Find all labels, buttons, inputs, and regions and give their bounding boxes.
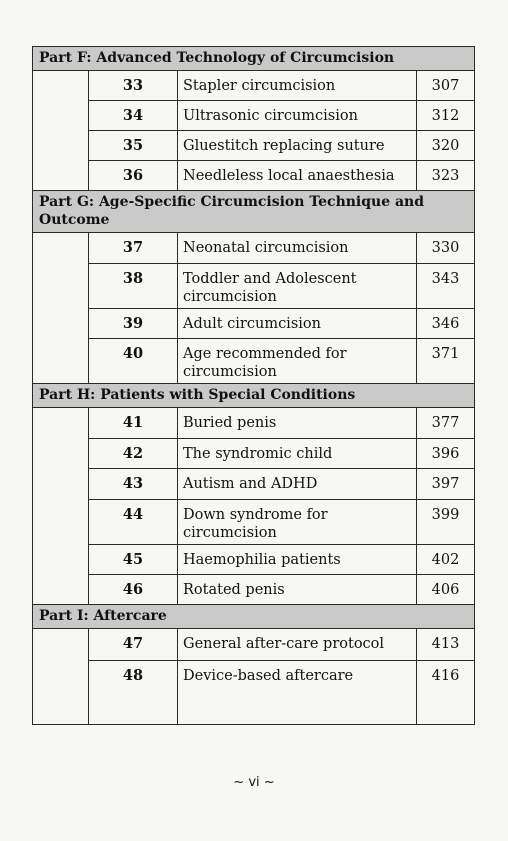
chapter-title: Toddler and Adolescent circumcision: [178, 264, 417, 309]
blank-cell: [33, 408, 89, 605]
section-heading: Part G: Age-Specific Circumcision Technique and Outcome: [33, 191, 475, 233]
chapter-page: 346: [417, 309, 475, 339]
chapter-page: 406: [417, 575, 475, 605]
chapter-page: 413: [417, 629, 475, 661]
chapter-number: 37: [89, 233, 178, 264]
chapter-title: Ultrasonic circumcision: [178, 101, 417, 131]
chapter-title: Buried penis: [178, 408, 417, 439]
chapter-title: Haemophilia patients: [178, 545, 417, 575]
chapter-number: 35: [89, 131, 178, 161]
blank-cell: [33, 71, 89, 191]
chapter-title: Rotated penis: [178, 575, 417, 605]
chapter-number: 42: [89, 439, 178, 469]
chapter-title: Autism and ADHD: [178, 469, 417, 500]
chapter-page: 397: [417, 469, 475, 500]
chapter-number: 46: [89, 575, 178, 605]
chapter-number: 33: [89, 71, 178, 101]
chapter-number: 44: [89, 500, 178, 545]
chapter-page: 307: [417, 71, 475, 101]
chapter-page: 416: [417, 661, 475, 725]
chapter-title: The syndromic child: [178, 439, 417, 469]
page-number: ~ vi ~: [233, 775, 275, 790]
chapter-title: Adult circumcision: [178, 309, 417, 339]
chapter-number: 38: [89, 264, 178, 309]
chapter-number: 36: [89, 161, 178, 191]
chapter-page: 312: [417, 101, 475, 131]
chapter-title: Stapler circumcision: [178, 71, 417, 101]
chapter-title: Device-based aftercare: [178, 661, 417, 725]
chapter-page: 399: [417, 500, 475, 545]
chapter-number: 39: [89, 309, 178, 339]
chapter-number: 45: [89, 545, 178, 575]
blank-cell: [33, 629, 89, 725]
section-heading: Part H: Patients with Special Conditions: [33, 384, 475, 408]
chapter-title: Down syndrome for circumcision: [178, 500, 417, 545]
chapter-title: Neonatal circumcision: [178, 233, 417, 264]
chapter-page: 343: [417, 264, 475, 309]
chapter-number: 34: [89, 101, 178, 131]
chapter-title: General after-care protocol: [178, 629, 417, 661]
chapter-number: 41: [89, 408, 178, 439]
chapter-number: 43: [89, 469, 178, 500]
chapter-page: 402: [417, 545, 475, 575]
chapter-page: 330: [417, 233, 475, 264]
chapter-page: 371: [417, 339, 475, 384]
chapter-number: 47: [89, 629, 178, 661]
chapter-title: Age recommended for circumcision: [178, 339, 417, 384]
section-heading: Part F: Advanced Technology of Circumcision: [33, 47, 475, 71]
chapter-title: Gluestitch replacing suture: [178, 131, 417, 161]
chapter-number: 48: [89, 661, 178, 725]
chapter-number: 40: [89, 339, 178, 384]
section-heading: Part I: Aftercare: [33, 605, 475, 629]
table-of-contents: [32, 46, 475, 725]
chapter-page: 323: [417, 161, 475, 191]
chapter-page: 377: [417, 408, 475, 439]
chapter-title: Needleless local anaesthesia: [178, 161, 417, 191]
chapter-page: 320: [417, 131, 475, 161]
blank-cell: [33, 233, 89, 384]
chapter-page: 396: [417, 439, 475, 469]
